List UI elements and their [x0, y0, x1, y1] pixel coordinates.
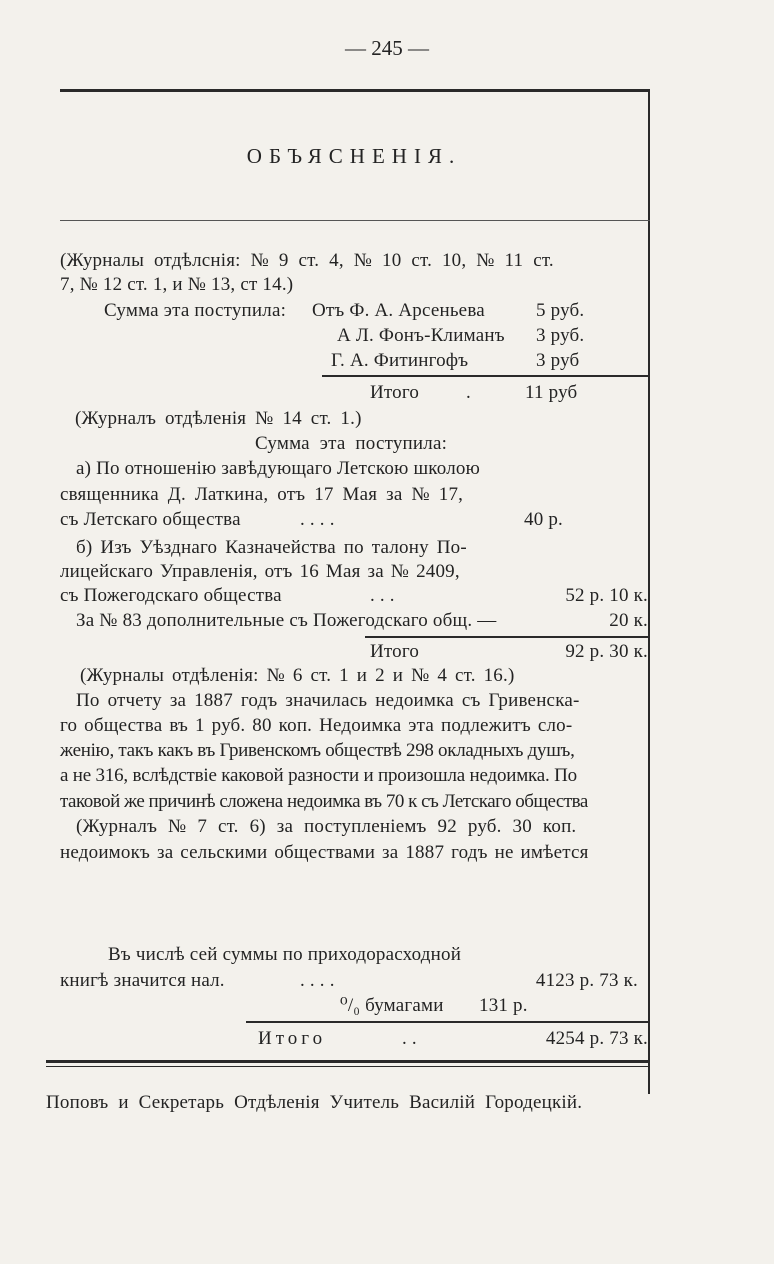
leader-dots: . .	[402, 1028, 417, 1049]
leader-dots: . . .	[370, 585, 395, 606]
signature: Поповъ и Секретарь Отдѣленія Учитель Василій Городецкій.	[46, 1092, 583, 1113]
para2-total-amount: 92 р. 30 к.	[565, 641, 648, 662]
right-rule	[648, 89, 650, 1094]
para1-total-amount: 11 руб	[525, 382, 578, 403]
para2-b-amount: 52 р. 10 к.	[565, 585, 648, 606]
donor-amount: 3 руб	[536, 350, 580, 371]
donor-name: Отъ Ф. А. Арсеньева	[312, 300, 485, 321]
para1-total-dot: .	[466, 382, 471, 403]
para2-c-line1: За № 83 дополнительные съ Пожегодскаго общ. —	[76, 610, 497, 631]
para4-line3-label: ⁰/₀ бумагами	[340, 995, 444, 1016]
para3-line: женію, такъ какъ въ Гривенскомъ обществѣ 298 окладныхъ душъ,	[60, 740, 575, 761]
page-number: — 245 —	[345, 36, 429, 60]
para2-sum-intro: Сумма эта поступила:	[255, 433, 448, 454]
para2-b-line3: съ Пожегодскаго общества	[60, 585, 282, 606]
para3-line: а не 316, вслѣдствіе каковой разности и произошла недоимка. По	[60, 765, 577, 786]
para2-c-amount: 20 к.	[609, 610, 648, 631]
para4-total-amount: 4254 р. 73 к.	[545, 1028, 648, 1049]
para1-sum-intro: Сумма эта поступила:	[104, 300, 287, 321]
para3-line: таковой же причинѣ сложена недоимка въ 70 к съ Летскаго общества	[60, 791, 588, 812]
para3-line: го общества въ 1 руб. 80 коп. Недоимка эта подлежитъ сло-	[60, 715, 573, 736]
para4-line3-amount: 131 р.	[479, 995, 528, 1016]
leader-dots: . . . .	[300, 970, 335, 991]
para3-line: По отчету за 1887 годъ значилась недоимка съ Гривенска-	[76, 690, 580, 711]
para3-line: недоимокъ за сельскими обществами за 1887 годъ не имѣется	[60, 842, 589, 863]
top-rule	[60, 89, 650, 92]
para2-a-line3: съ Летскаго общества	[60, 509, 241, 530]
para2-a-line2: священника Д. Латкина, отъ 17 Мая за № 17,	[60, 484, 464, 505]
para1-total-label: Итого	[370, 382, 420, 403]
subtotal-rule	[365, 636, 648, 638]
donor-amount: 3 руб.	[536, 325, 585, 346]
para2-a-amount: 40 р.	[524, 509, 563, 530]
donor-amount: 5 руб.	[536, 300, 585, 321]
subtotal-rule	[322, 375, 648, 377]
leader-dots: . . . .	[300, 509, 335, 530]
para3-line: (Журналъ № 7 ст. 6) за поступленіемъ 92 руб. 30 коп.	[76, 816, 577, 837]
para3-journal: (Журналы отдѣленія: № 6 ст. 1 и 2 и № 4 ст. 16.)	[80, 665, 515, 686]
para4-total-label: Итого	[258, 1028, 327, 1049]
para2-b-line2: лицейскаго Управленія, отъ 16 Мая за № 2409,	[60, 561, 460, 582]
donor-name: А Л. Фонъ-Климанъ	[337, 325, 505, 346]
para2-journal: (Журналъ отдѣленія № 14 ст. 1.)	[75, 408, 362, 429]
para2-a-line1: а) По отношенію завѣдующаго Летскою школою	[76, 458, 480, 479]
para1-line1: (Журналы отдѣлснія: № 9 ст. 4, № 10 ст. 10, № 11 ст.	[60, 250, 554, 271]
para1-line2: 7, № 12 ст. 1, и № 13, ст 14.)	[60, 274, 294, 295]
para2-b-line1: б) Изъ Уѣзднаго Казначейства по талону По-	[76, 537, 467, 558]
section-title: ОБЪЯСНЕНІЯ.	[246, 144, 462, 168]
bottom-rule-thick	[46, 1060, 650, 1063]
para4-line1: Въ числѣ сей суммы по приходорасходной	[108, 944, 462, 965]
bottom-rule-thin	[46, 1066, 650, 1067]
para4-line2-amount: 4123 р. 73 к.	[535, 970, 638, 991]
header-rule	[60, 220, 650, 221]
subtotal-rule	[246, 1021, 648, 1023]
para2-total-label: Итого	[370, 641, 420, 662]
donor-name: Г. А. Фитингофъ	[331, 350, 469, 371]
para4-line2-label: книгѣ значится нал.	[60, 970, 225, 991]
